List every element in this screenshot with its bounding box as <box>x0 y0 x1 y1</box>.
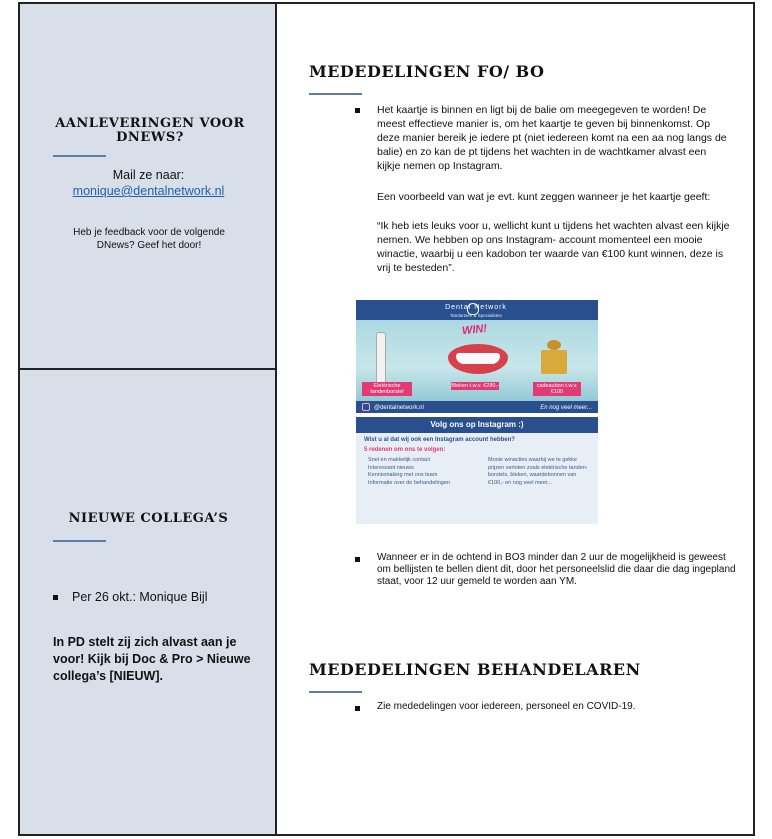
gift-bow-icon <box>547 340 561 350</box>
promo-card-front <box>356 300 598 413</box>
bullet-icon <box>355 108 360 113</box>
instagram-icon <box>362 403 370 411</box>
sidebar <box>20 4 277 834</box>
card-tagline: Tandartsen & Specialisten <box>449 313 503 318</box>
card-back-right-list <box>488 457 592 487</box>
card-handle: @dentalnetwork.nl <box>374 405 424 411</box>
list-item: Mooie winacties waarbij we te gekke prijzen verloten zoals elektrische tanden-borstels, bleken, waardebonnen van €100,- en nog veel meer... <box>488 457 588 486</box>
prize-label-3: cadeaubon t.w.v. €100 <box>533 382 581 396</box>
submissions-heading: AANLEVERINGEN VOOR DNEWS? <box>55 116 245 145</box>
fo-bo-paragraph-1: Het kaartje is binnen en ligt bij de balie om meegegeven te worden! De meest effectieve manier is, om het kaartje te geven bij binnenkomst. Op deze manier bereik je iedere pt (niet iedereen komt na een aa nog langs de balie) en zo kan de pt tijdens het wachten in de wachtkamer alvast een kijkje nemen op Instagram. <box>377 104 727 172</box>
card-back-question: Wist u al dat wij ook een Instagram account hebben? <box>364 437 515 443</box>
practitioners-divider <box>309 691 362 693</box>
bullet-icon <box>355 706 360 711</box>
card-brand: Dental Network <box>445 304 507 311</box>
teeth-icon <box>456 353 500 364</box>
colleagues-divider <box>53 540 106 542</box>
email-link[interactable]: monique@dentalnetwork.nl <box>72 184 225 198</box>
prize-label-1: Elektrische tandenborstel <box>362 382 412 396</box>
feedback-text: Heb je feedback voor de volgende DNews? Geef het door! <box>73 227 225 251</box>
list-item: Snel en makkelijk contact <box>368 457 431 463</box>
card-back-left-list <box>368 457 468 487</box>
newsletter-frame <box>18 2 755 836</box>
list-item: Informatie over de behandelingen <box>368 479 450 486</box>
fo-bo-paragraph-2: Een voorbeeld van wat je evt. kunt zeggen wanneer je het kaartje geeft: <box>377 191 711 203</box>
practitioners-heading: MEDEDELINGEN BEHANDELAREN <box>309 660 641 679</box>
mail-label: Mail ze naar: <box>112 168 185 182</box>
colleagues-heading: NIEUWE COLLEGA’S <box>68 511 229 526</box>
card-win: WIN! <box>461 322 488 338</box>
submissions-divider <box>53 155 106 157</box>
practitioners-item: Zie mededelingen voor iedereen, personeel en COVID-19. <box>377 701 636 712</box>
prize-label-2: Bleken t.w.v. €280,- <box>451 383 499 389</box>
bullet-icon <box>355 557 360 562</box>
fo-bo-heading: MEDEDELINGEN FO/ BO <box>309 62 545 81</box>
colleagues-panel <box>20 370 275 834</box>
card-back-reasons-title: 5 redenen om ons te volgen: <box>364 447 446 453</box>
colleague-item <box>53 590 208 604</box>
fo-bo-divider <box>309 93 362 95</box>
main-content <box>277 4 753 834</box>
promo-card-back <box>356 417 598 524</box>
bullet-icon <box>53 595 58 600</box>
toothbrush-icon <box>376 332 386 386</box>
card-back-title: Volg ons op Instagram :) <box>356 417 598 433</box>
submissions-panel <box>20 4 275 370</box>
fo-bo-paragraph-3: “Ik heb iets leuks voor u, wellicht kunt u tijdens het wachten alvast een kijkje nemen. We hebben op ons Instagram- account momenteel een mooie winactie, waarbij u een kadobon ter waarde van €100 kunt winnen, deze is vrij te besteden”. <box>377 220 730 274</box>
list-item: Kennismaking met ons team <box>368 472 438 478</box>
colleague-item-text: Per 26 okt.: Monique Bijl <box>72 590 208 604</box>
gift-icon <box>541 350 567 374</box>
list-item: Interessant nieuws <box>368 464 414 471</box>
email-wrap <box>20 184 277 198</box>
card-more: En nog veel meer... <box>540 405 592 411</box>
fo-bo-paragraph-4: Wanneer er in de ochtend in BO3 minder dan 2 uur de mogelijkheid is geweest om bellijsten te bellen dient dit, door het personeelslid die daar die dag ingepland staat, voor 12 uur gemeld te worden aan YM. <box>377 552 736 587</box>
colleague-note: In PD stelt zij zich alvast aan je voor! Kijk bij Doc & Pro > Nieuwe collega’s [NIEUW]. <box>53 635 251 683</box>
